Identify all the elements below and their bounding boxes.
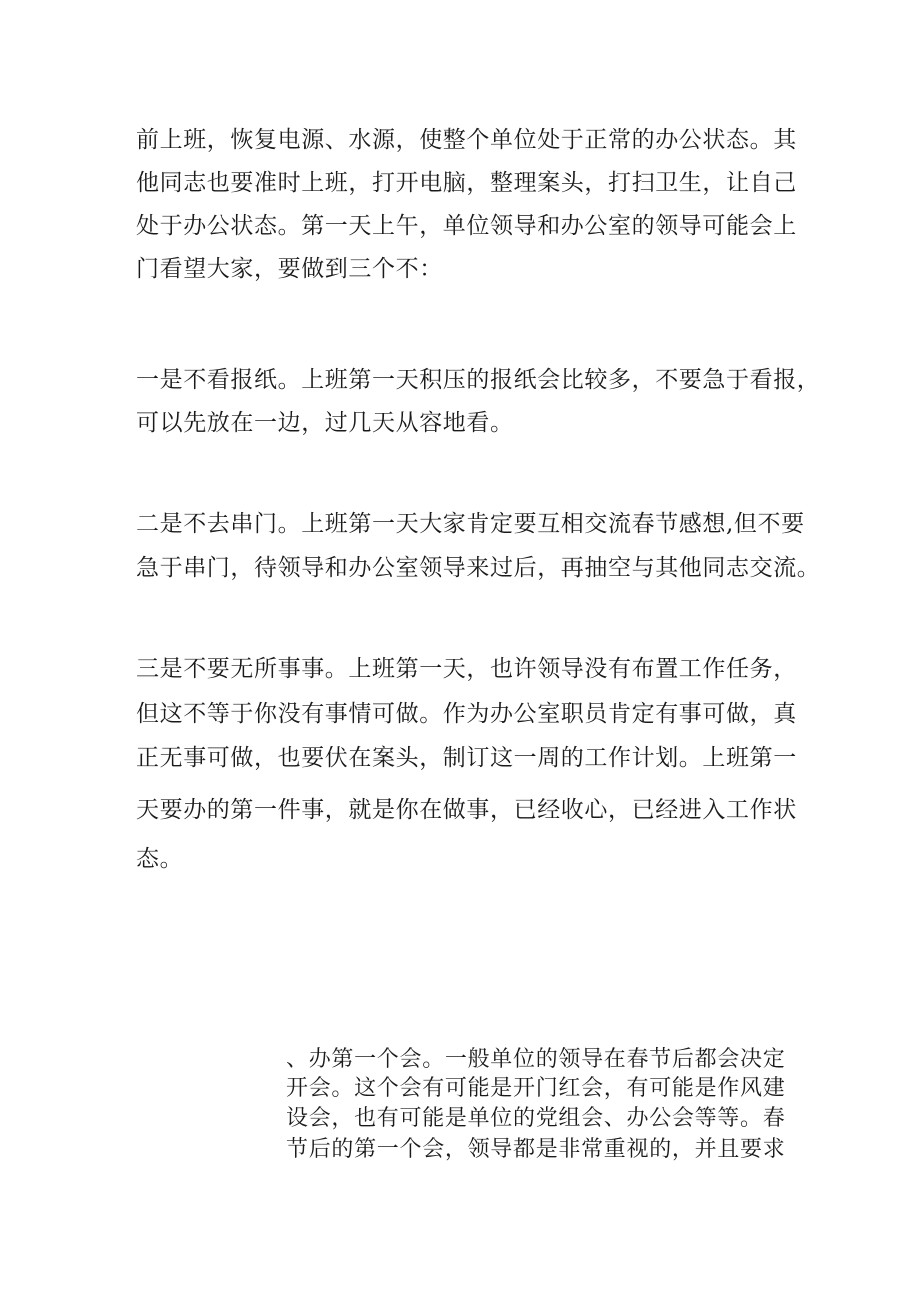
text-line: 、办第一个会。一般单位的领导在春节后都会决定: [286, 1047, 786, 1072]
text-line: 正无事可做，也要伏在案头，制订这一周的工作计划。上班第一: [136, 745, 797, 771]
text-line: 一是不看报纸。上班第一天积压的报纸会比较多，不要急于看报，: [136, 367, 821, 393]
text-line: 门看望大家，要做到三个不：: [136, 256, 443, 282]
text-line: 急于串门，待领导和办公室领导来过后，再抽空与其他同志交流。: [136, 555, 821, 581]
text-line: 但这不等于你没有事情可做。作为办公室职员肯定有事可做，真: [136, 701, 797, 727]
text-line: 处于办公状态。第一天上午，单位领导和办公室的领导可能会上: [136, 213, 797, 239]
text-line: 设会，也有可能是单位的党组会、办公会等等。春: [286, 1106, 786, 1131]
text-line: 天要办的第一件事，就是你在做事，已经收心，已经进入工作状: [136, 797, 797, 823]
text-line: 他同志也要准时上班，打开电脑，整理案头，打扫卫生，让自己: [136, 170, 797, 196]
text-line: 可以先放在一边，过几天从容地看。: [136, 410, 514, 436]
text-line: 三是不要无所事事。上班第一天，也许领导没有布置工作任务，: [136, 656, 797, 682]
text-line: 开会。这个会有可能是开门红会，有可能是作风建: [286, 1076, 786, 1101]
text-line: 态。: [136, 846, 184, 872]
text-line: 二是不去串门。上班第一天大家肯定要互相交流春节感想,但不要: [136, 511, 805, 537]
text-line: 前上班，恢复电源、水源，使整个单位处于正常的办公状态。其: [136, 127, 797, 153]
text-line: 节后的第一个会，领导都是非常重视的，并且要求: [286, 1137, 786, 1162]
